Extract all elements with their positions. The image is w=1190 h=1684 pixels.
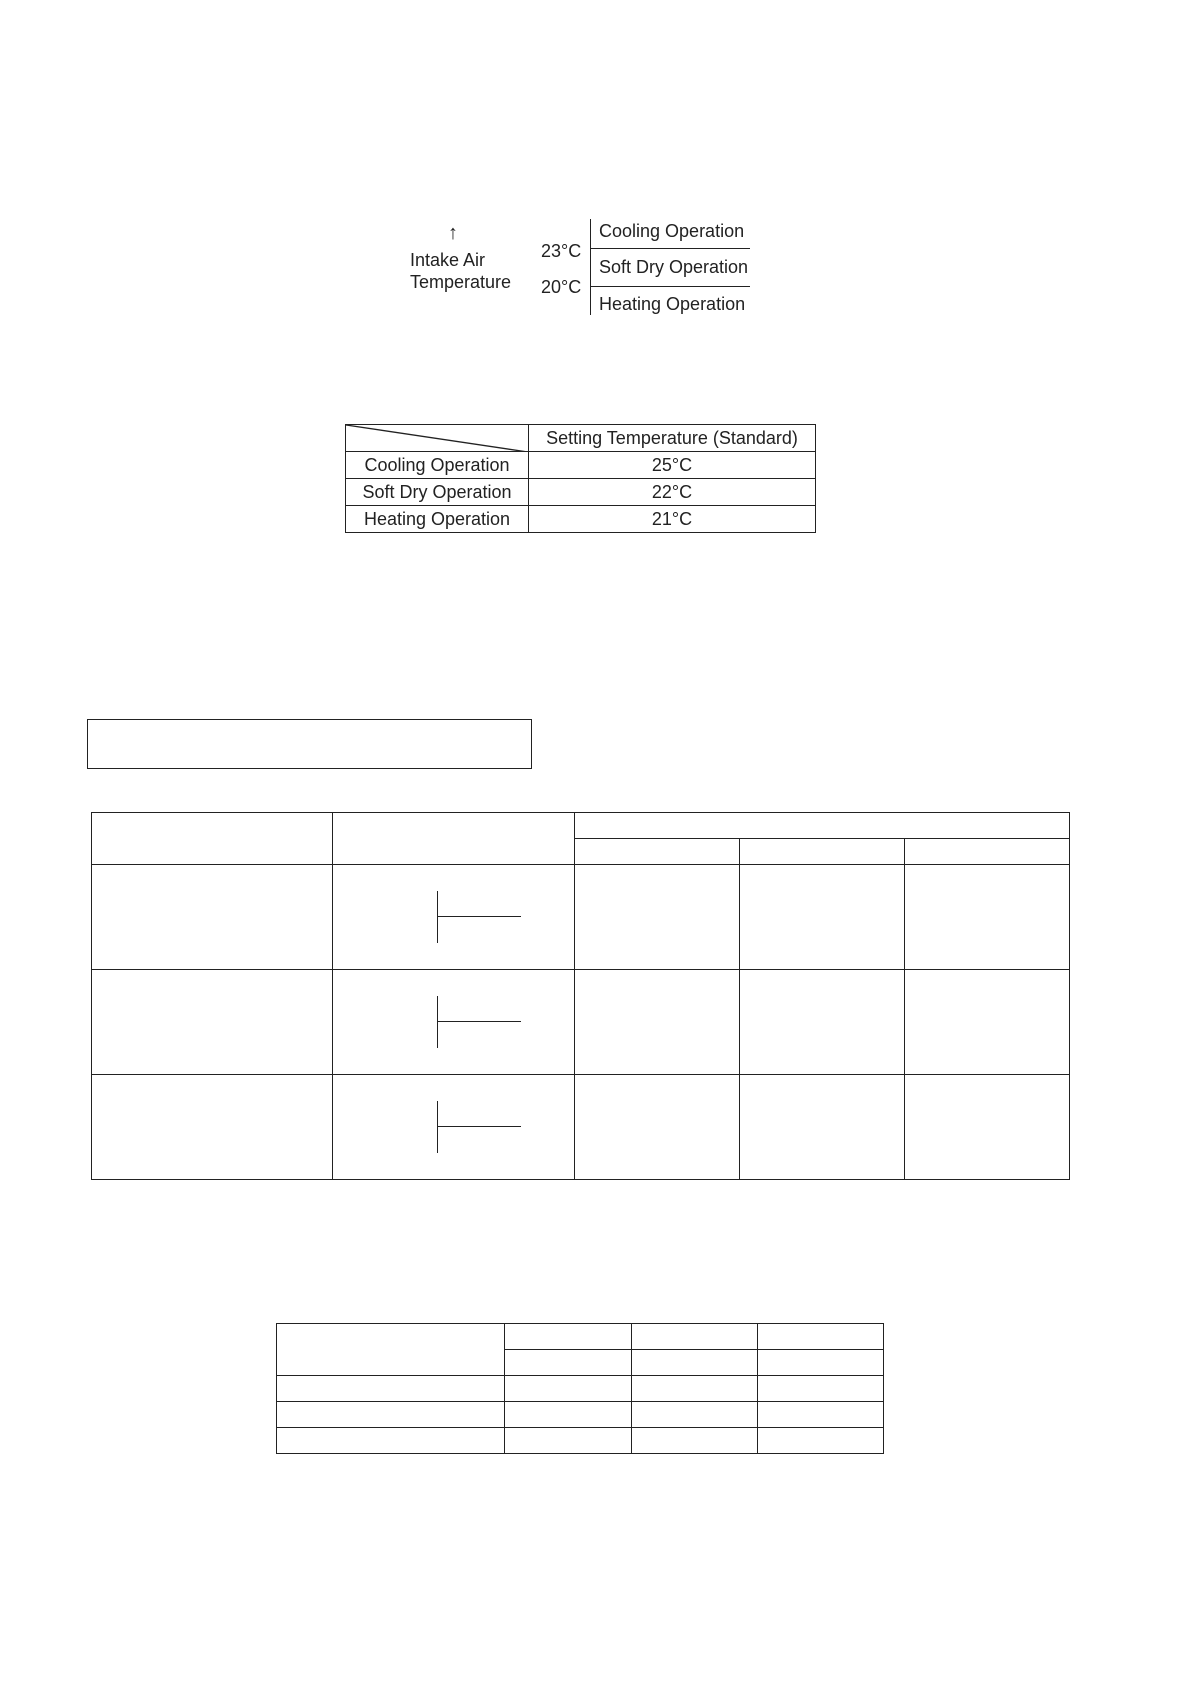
branch-vertical-line — [437, 891, 438, 943]
table-row — [92, 865, 1070, 970]
grid-header-cell — [333, 813, 575, 865]
grid-cell — [92, 970, 333, 1075]
small-header-cell — [632, 1324, 758, 1350]
branch-vertical-line — [437, 996, 438, 1048]
setting-temperature-header: Setting Temperature (Standard) — [529, 425, 816, 452]
grid-header-cell — [92, 813, 333, 865]
grid-cell — [905, 865, 1070, 970]
branch-horizontal-line — [437, 916, 521, 917]
diagram-divider-lower — [590, 286, 750, 287]
grid-group-header — [575, 813, 1070, 839]
small-cell — [632, 1428, 758, 1454]
branch-horizontal-line — [437, 1126, 521, 1127]
corner-cell — [346, 425, 529, 452]
grid-cell — [575, 1075, 740, 1180]
small-cell — [277, 1428, 505, 1454]
grid-cell — [575, 970, 740, 1075]
table-row — [92, 970, 1070, 1075]
value-cell: 22°C — [529, 479, 816, 506]
zone-soft-dry: Soft Dry Operation — [599, 257, 749, 277]
threshold-upper: 23°C — [541, 241, 582, 261]
threshold-lower: 20°C — [541, 277, 582, 297]
diagram-label-line1: Intake Air — [410, 250, 486, 270]
grid-cell — [740, 970, 905, 1075]
small-cell — [758, 1376, 884, 1402]
diagram-divider-upper — [590, 248, 750, 249]
small-cell — [758, 1402, 884, 1428]
small-header-cell — [758, 1324, 884, 1350]
table-header-row — [346, 425, 816, 452]
grid-cell — [740, 1075, 905, 1180]
diagram-label-line2: Temperature — [410, 272, 512, 292]
small-cell — [505, 1402, 632, 1428]
grid-subheader-cell — [575, 839, 740, 865]
grid-subheader-cell — [740, 839, 905, 865]
small-header-cell — [505, 1324, 632, 1350]
small-cell — [758, 1428, 884, 1454]
small-cell — [277, 1376, 505, 1402]
small-header-row — [277, 1324, 884, 1350]
grid-cell — [905, 1075, 1070, 1180]
table-row — [92, 1075, 1070, 1180]
table-row — [346, 452, 816, 479]
value-cell: 21°C — [529, 506, 816, 533]
branch-diagram-cell — [333, 865, 575, 970]
up-arrow-icon: ↑ — [448, 222, 458, 244]
grid-cell — [92, 865, 333, 970]
small-cell — [758, 1350, 884, 1376]
small-cell — [632, 1402, 758, 1428]
grid-subheader-cell — [905, 839, 1070, 865]
small-cell — [632, 1376, 758, 1402]
branch-horizontal-line — [437, 1021, 521, 1022]
mode-cell: Cooling Operation — [346, 452, 529, 479]
zone-heating: Heating Operation — [599, 294, 746, 314]
branch-vertical-line — [437, 1101, 438, 1153]
grid-cell — [905, 970, 1070, 1075]
small-empty-table — [276, 1323, 884, 1454]
mode-cell: Heating Operation — [346, 506, 529, 533]
branch-diagram-cell — [333, 970, 575, 1075]
branch-diagram-cell — [333, 1075, 575, 1180]
grid-header-row — [92, 813, 1070, 839]
mode-cell: Soft Dry Operation — [346, 479, 529, 506]
corner-diagonal — [346, 425, 528, 452]
table-row — [277, 1376, 884, 1402]
grid-cell — [575, 865, 740, 970]
setting-temperature-table — [345, 424, 816, 533]
diagram-vertical-line — [590, 219, 591, 315]
zone-cooling: Cooling Operation — [599, 221, 745, 241]
empty-title-box — [87, 719, 532, 769]
small-header-cell — [277, 1324, 505, 1376]
empty-grid-table — [91, 812, 1070, 1180]
small-cell — [505, 1376, 632, 1402]
small-cell — [505, 1350, 632, 1376]
table-row — [277, 1402, 884, 1428]
table-row — [346, 479, 816, 506]
small-cell — [505, 1428, 632, 1454]
grid-cell — [92, 1075, 333, 1180]
small-cell — [632, 1350, 758, 1376]
small-cell — [277, 1402, 505, 1428]
grid-cell — [740, 865, 905, 970]
value-cell: 25°C — [529, 452, 816, 479]
table-row — [346, 506, 816, 533]
table-row — [277, 1428, 884, 1454]
